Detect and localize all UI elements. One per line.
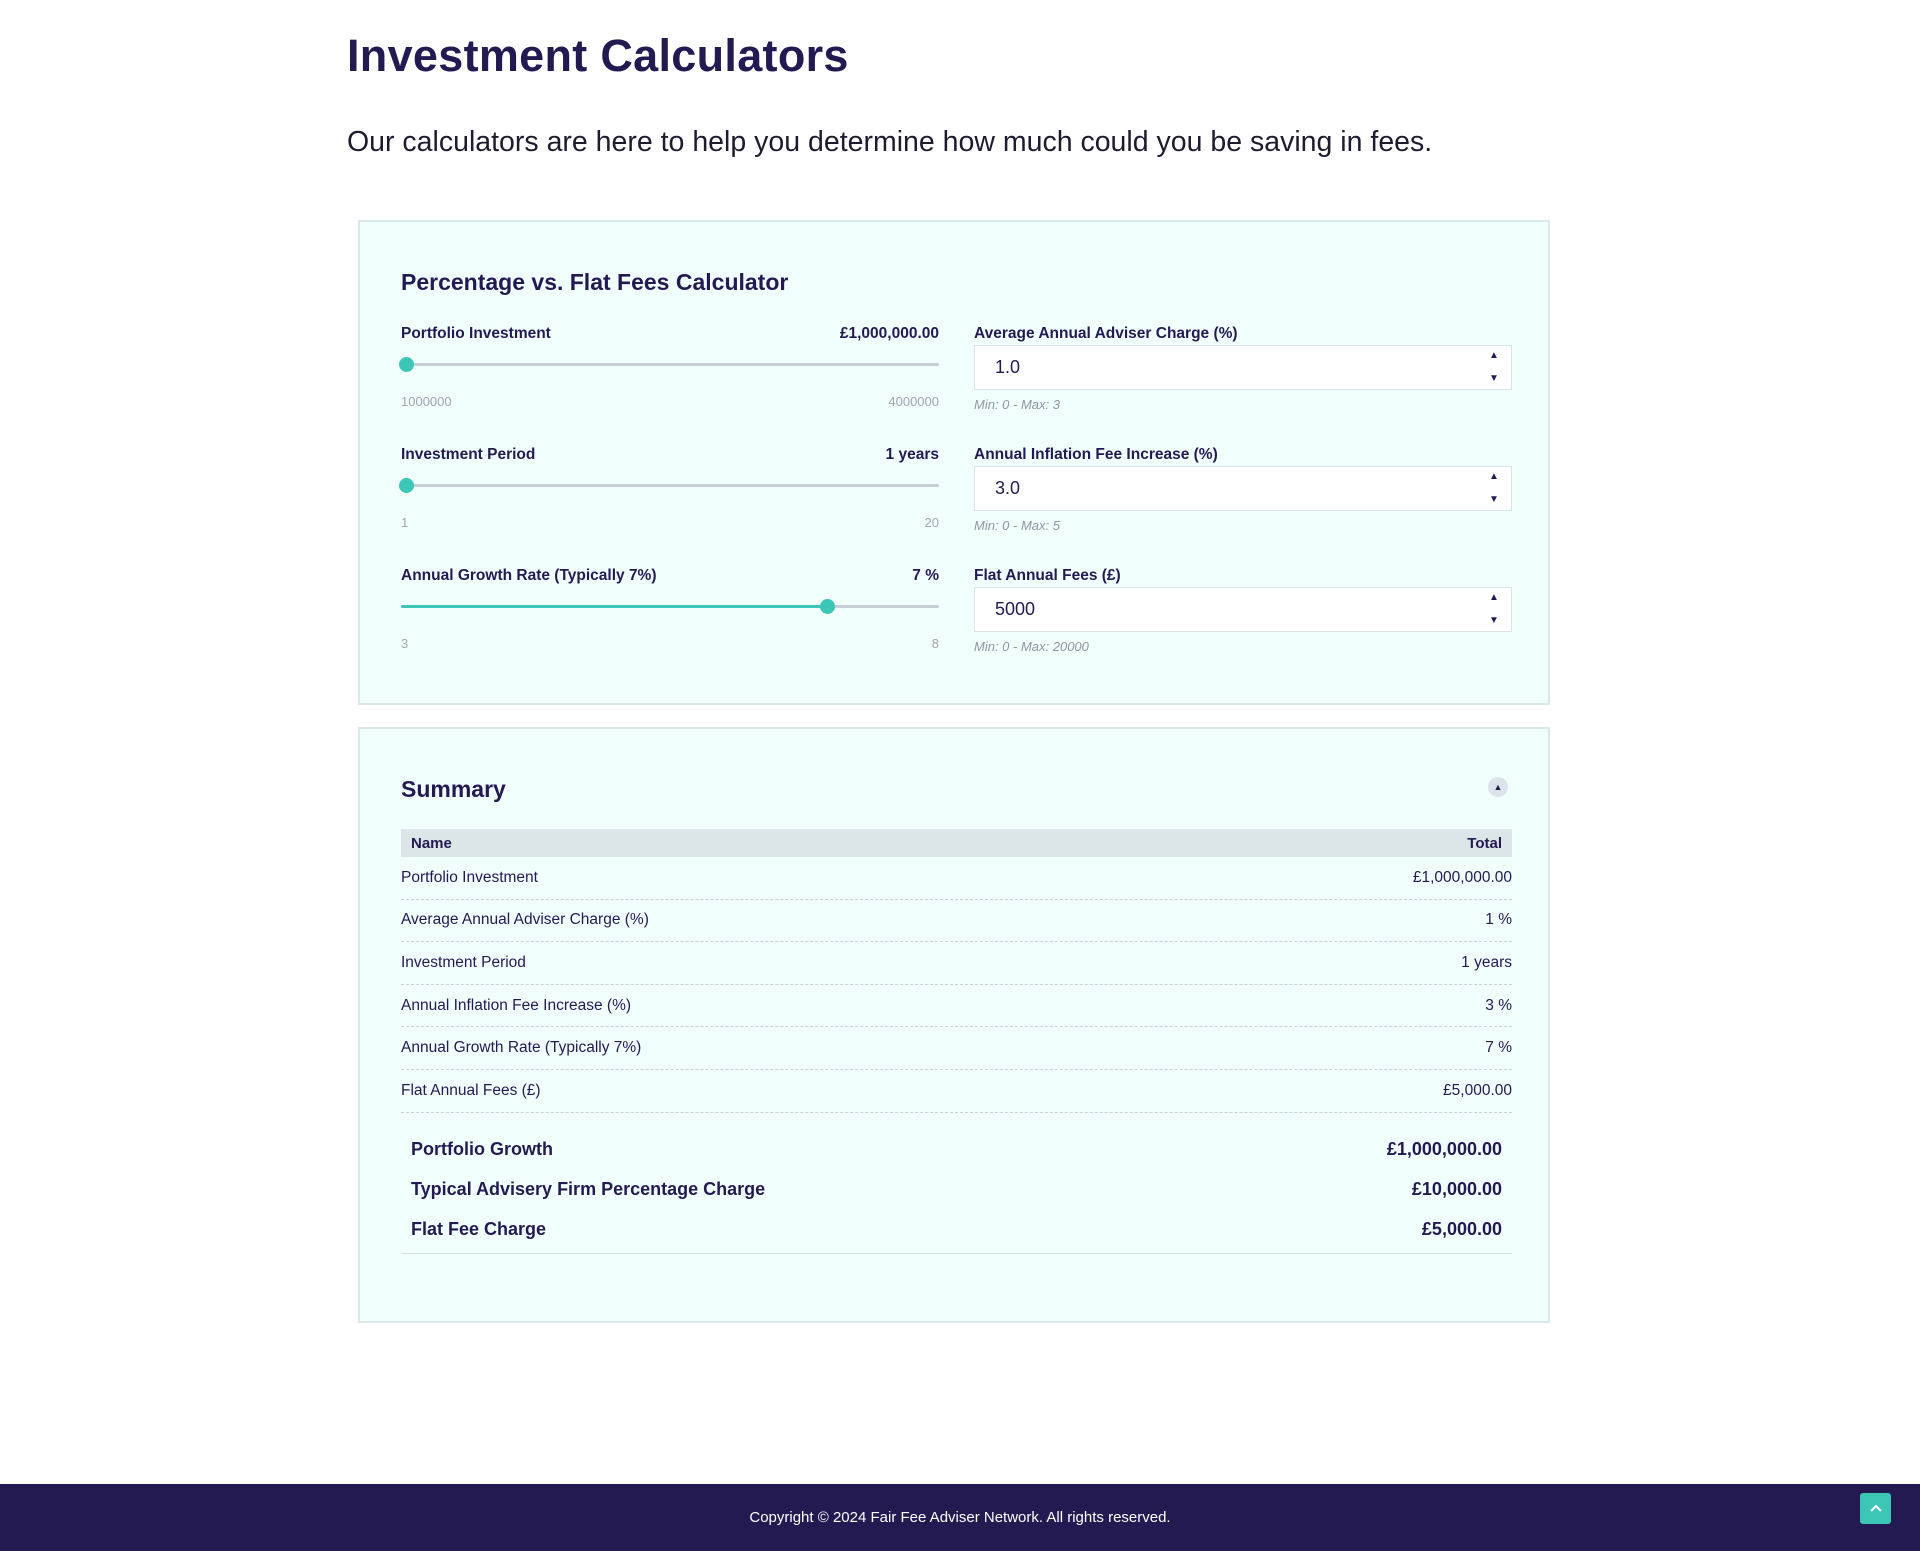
field-label: Annual Inflation Fee Increase (%) <box>974 446 1218 463</box>
slider-min-label: 1000000 <box>401 394 452 409</box>
adviser-charge-input[interactable] <box>975 356 1437 379</box>
inflation-fee-input[interactable] <box>975 477 1437 500</box>
field-hint: Min: 0 - Max: 3 <box>974 397 1060 412</box>
number-spinner <box>1489 351 1501 384</box>
slider-min-label: 1 <box>401 515 409 530</box>
number-spinner <box>1489 472 1501 505</box>
name-column-header: Name <box>411 834 452 852</box>
growth-rate-slider-group <box>401 567 939 688</box>
slider-max-label: 20 <box>924 515 939 530</box>
total-row <box>401 1169 1512 1209</box>
table-row <box>401 900 1512 943</box>
inflation-fee-input-box <box>974 466 1512 511</box>
chevron-up-icon: ▲ <box>1493 782 1503 792</box>
slider-label: Annual Growth Rate (Typically 7%) <box>401 567 657 584</box>
site-footer <box>0 1484 1920 1551</box>
slider-label: Portfolio Investment <box>401 325 551 342</box>
row-name: Annual Growth Rate (Typically 7%) <box>401 1039 642 1057</box>
total-name: Flat Fee Charge <box>411 1218 547 1239</box>
back-to-top-button[interactable] <box>1860 1493 1891 1524</box>
investment-period-slider[interactable] <box>401 484 939 487</box>
slider-min-label: 3 <box>401 636 409 651</box>
decrement-arrow-icon[interactable]: ▼ <box>1489 373 1499 384</box>
increment-arrow-icon[interactable]: ▲ <box>1489 471 1499 482</box>
row-name: Flat Annual Fees (£) <box>401 1081 541 1099</box>
table-row <box>401 857 1512 900</box>
investment-period-slider-group <box>401 446 939 567</box>
slider-max-label: 4000000 <box>888 394 939 409</box>
row-total: 3 % <box>1485 996 1512 1014</box>
table-row <box>401 942 1512 985</box>
flat-fees-input[interactable] <box>975 598 1437 621</box>
row-total: £5,000.00 <box>1443 1081 1512 1099</box>
summary-table-header <box>401 829 1512 857</box>
summary-card <box>358 727 1550 1323</box>
page-intro: Our calculators are here to help you determine how much could you be saving in fees. <box>347 126 1433 158</box>
total-value: £5,000.00 <box>1421 1218 1502 1239</box>
slider-column <box>401 325 939 688</box>
flat-fees-field-group <box>974 567 1512 688</box>
total-name: Typical Advisery Firm Percentage Charge <box>411 1178 766 1199</box>
total-column-header: Total <box>1467 834 1502 852</box>
increment-arrow-icon[interactable]: ▲ <box>1489 592 1499 603</box>
row-name: Investment Period <box>401 953 526 971</box>
page-title: Investment Calculators <box>347 30 849 81</box>
field-label: Flat Annual Fees (£) <box>974 567 1121 584</box>
total-value: £10,000.00 <box>1411 1178 1502 1199</box>
table-row <box>401 985 1512 1028</box>
input-column <box>974 325 1512 688</box>
adviser-charge-input-box <box>974 345 1512 390</box>
row-total: 1 years <box>1461 953 1512 971</box>
row-name: Portfolio Investment <box>401 868 538 886</box>
summary-title: Summary <box>401 776 506 802</box>
slider-handle[interactable] <box>820 599 835 614</box>
row-total: 7 % <box>1485 1039 1512 1057</box>
adviser-charge-field-group <box>974 325 1512 446</box>
field-hint: Min: 0 - Max: 5 <box>974 518 1060 533</box>
increment-arrow-icon[interactable]: ▲ <box>1489 350 1499 361</box>
growth-rate-slider[interactable] <box>401 605 939 608</box>
row-total: £1,000,000.00 <box>1412 868 1512 886</box>
calculator-title: Percentage vs. Flat Fees Calculator <box>401 269 789 295</box>
decrement-arrow-icon[interactable]: ▼ <box>1489 615 1499 626</box>
slider-fill <box>401 605 828 608</box>
collapse-summary-button[interactable] <box>1488 777 1508 797</box>
arrow-up-icon <box>1868 1501 1884 1517</box>
field-hint: Min: 0 - Max: 20000 <box>974 639 1089 654</box>
total-row <box>401 1209 1512 1249</box>
inflation-fee-field-group <box>974 446 1512 567</box>
row-total: 1 % <box>1485 911 1512 929</box>
total-value: £1,000,000.00 <box>1386 1138 1502 1159</box>
field-label: Average Annual Adviser Charge (%) <box>974 325 1238 342</box>
slider-handle[interactable] <box>399 357 414 372</box>
portfolio-investment-slider[interactable] <box>401 363 939 366</box>
slider-value: £1,000,000.00 <box>839 325 939 342</box>
copyright-text: Copyright © 2024 Fair Fee Adviser Network. All rights reserved. <box>749 1509 1171 1526</box>
slider-label: Investment Period <box>401 446 536 463</box>
summary-totals <box>401 1129 1512 1254</box>
summary-rows <box>401 857 1512 1113</box>
flat-fees-input-box <box>974 587 1512 632</box>
slider-value: 1 years <box>885 446 939 463</box>
portfolio-investment-slider-group <box>401 325 939 446</box>
table-row <box>401 1070 1512 1113</box>
slider-handle[interactable] <box>399 478 414 493</box>
table-row <box>401 1027 1512 1070</box>
decrement-arrow-icon[interactable]: ▼ <box>1489 494 1499 505</box>
row-name: Annual Inflation Fee Increase (%) <box>401 996 632 1014</box>
number-spinner <box>1489 593 1501 626</box>
row-name: Average Annual Adviser Charge (%) <box>401 911 649 929</box>
total-row <box>401 1129 1512 1169</box>
total-name: Portfolio Growth <box>411 1138 553 1159</box>
fees-calculator-card <box>358 220 1550 705</box>
slider-value: 7 % <box>912 567 939 584</box>
slider-max-label: 8 <box>931 636 939 651</box>
